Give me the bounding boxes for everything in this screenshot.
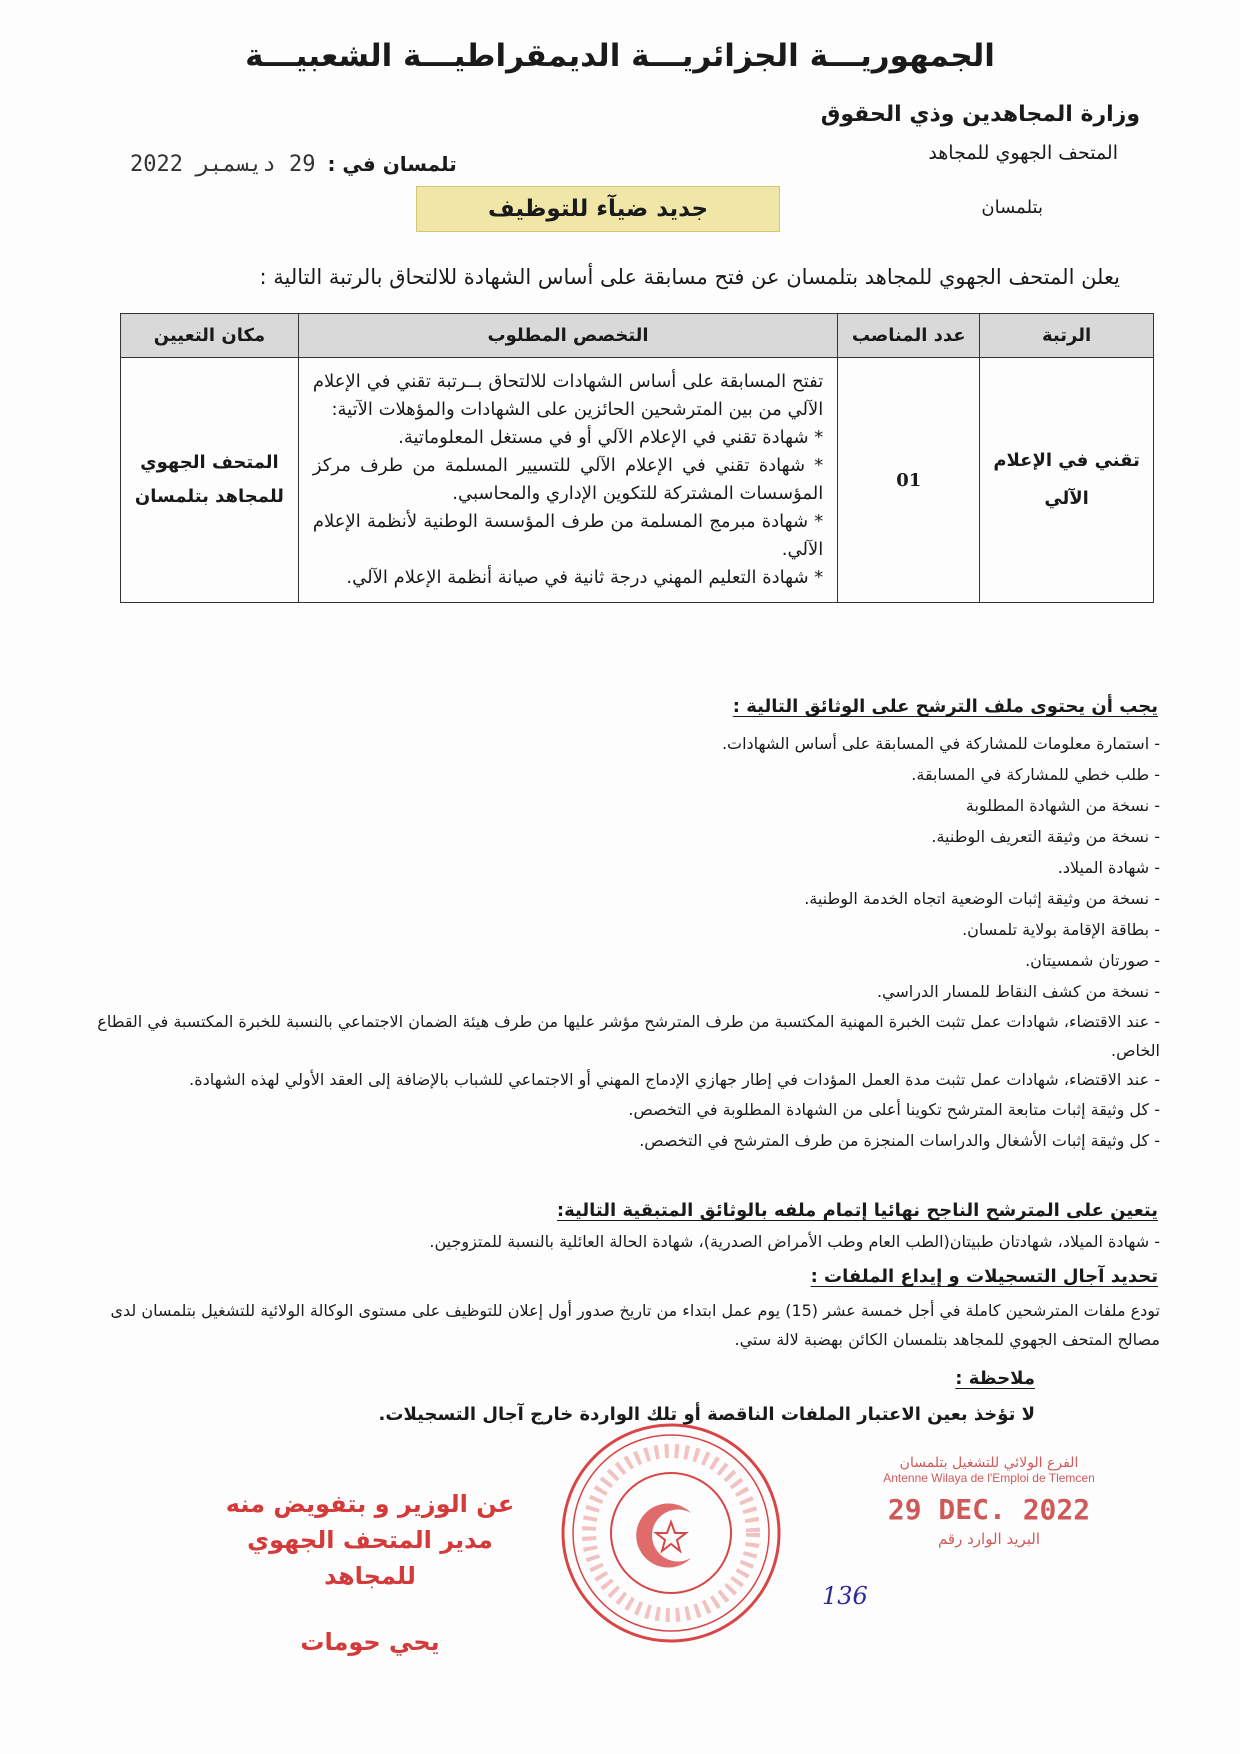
seal-icon [556, 1418, 786, 1648]
list-item: - عند الاقتضاء، شهادات عمل تثبت الخبرة المهنية المكتسبة من طرف المترشح مؤشر عليها من طرف هيئة الضمان الاجتماعي بالنسبة للخبرة المكتسبة في القطاع الخاص. [97, 1012, 1160, 1060]
date-value: 29 ديسمبر 2022 [130, 152, 316, 177]
specialty-item: * شهادة تقني في الإعلام الآلي للتسيير المسلمة من طرف مركز المؤسسات المشتركة للتكوين الإداري والمحاسبي. [312, 455, 824, 504]
specialty-item: * شهادة مبرمج المسلمة من طرف المؤسسة الوطنية لأنظمة الإعلام الآلي. [312, 511, 824, 560]
note-text: لا تؤخذ بعين الاعتبار الملفات الناقصة أو تلك الواردة خارج آجال التسجيلات. [378, 1404, 1035, 1425]
stamp-line-1: الفرع الولائي للتشغيل بتلمسان [899, 1455, 1079, 1471]
signature-line-2: مدير المتحف الجهوي للمجاهد [247, 1526, 493, 1590]
official-seal [556, 1418, 786, 1652]
additional-docs-text: - شهادة الميلاد، شهادتان طبيتان(الطب العام وطب الأمراض الصدرية)، شهادة الحالة العائلية بالنسبة للمتزوجين. [429, 1232, 1160, 1251]
positions-table [120, 313, 1154, 603]
additional-docs-heading: يتعين على المترشح الناجح نهائيا إتمام ملفه بالوثائق المتبقية التالية: [556, 1200, 1158, 1221]
cell-place: المتحف الجهوي للمجاهد بتلمسان [121, 358, 299, 603]
stamp-date: 29 DEC. 2022 [887, 1493, 1091, 1526]
note-heading: ملاحظة : [955, 1368, 1035, 1389]
date-line [130, 152, 457, 177]
specialty-intro: تفتح المسابقة على أساس الشهادات للالتحاق بــرتبة تقني في الإعلام الآلي من بين المترشحين الحائزين على الشهادات والمؤهلات الآتية: [312, 371, 824, 420]
list-item: - نسخة من كشف النقاط للمسار الدراسي. [876, 982, 1160, 1001]
cell-specialty [298, 358, 837, 603]
stamp-line-2: Antenne Wilaya de l'Emploi de Tlemcen [883, 1471, 1095, 1485]
header-specialty: التخصص المطلوب [298, 314, 837, 358]
list-item: - نسخة من وثيقة التعريف الوطنية. [931, 827, 1160, 846]
handwritten-number: 136 [822, 1582, 868, 1610]
documents-list [70, 728, 1160, 1156]
deadline-text: تودع ملفات المترشحين كاملة في أجل خمسة عشر (15) يوم عمل ابتداء من تاريخ صدور أول إعلان للتوظيف على مستوى الوكالة الولائية للتشغيل بتلمسان لدى مصالح المتحف الجهوي للمجاهد بتلمسان الكائن بهضبة لالة ستي. [110, 1301, 1160, 1349]
signatory-name: يحي حومات [300, 1628, 440, 1656]
republic-title: الجمهوريـــة الجزائريـــة الديمقراطيـــة الشعبيـــة [245, 38, 995, 74]
list-item: - شهادة الميلاد. [1057, 858, 1160, 877]
signature-block [200, 1486, 540, 1660]
received-stamp [858, 1455, 1120, 1548]
specialty-item: * شهادة تقني في الإعلام الآلي أو في مستغل المعلوماتية. [398, 427, 824, 448]
list-item: - استمارة معلومات للمشاركة في المسابقة على أساس الشهادات. [721, 734, 1160, 753]
banner-label: جديد ضيآء للتوظيف [416, 186, 780, 232]
list-item: - صورتان شمسيتان. [1025, 951, 1160, 970]
list-item: - نسخة من وثيقة إثبات الوضعية اتجاه الخدمة الوطنية. [804, 889, 1160, 908]
cell-rank: تقني في الإعلام الآلي [980, 358, 1154, 603]
list-item: - بطاقة الإقامة بولاية تلمسان. [962, 920, 1160, 939]
ministry-name: وزارة المجاهدين وذي الحقوق [820, 102, 1140, 127]
specialty-item: * شهادة التعليم المهني درجة ثانية في صيانة أنظمة الإعلام الآلي. [346, 567, 824, 588]
date-label: تلمسان في : [327, 152, 457, 176]
documents-heading: يجب أن يحتوى ملف الترشح على الوثائق التالية : [732, 696, 1158, 717]
museum-name: المتحف الجهوي للمجاهد [928, 142, 1118, 164]
list-item: - كل وثيقة إثبات متابعة المترشح تكوينا أعلى من الشهادة المطلوبة في التخصص. [628, 1100, 1160, 1119]
cell-count: 01 [838, 358, 980, 603]
list-item: - نسخة من الشهادة المطلوبة [965, 796, 1160, 815]
table-row [121, 358, 1154, 603]
header-place: مكان التعيين [121, 314, 299, 358]
table-header-row [121, 314, 1154, 358]
stamp-line-3: البريد الوارد رقم [937, 1530, 1041, 1548]
list-item: - طلب خطي للمشاركة في المسابقة. [911, 765, 1160, 784]
header-rank: الرتبة [980, 314, 1154, 358]
header-count: عدد المناصب [838, 314, 980, 358]
list-item: - عند الاقتضاء، شهادات عمل تثبت مدة العمل المؤدات في إطار جهازي الإدماج المهني أو الاجتماعي للشباب بالإضافة إلى العقد الأولي لهذه الشهادة. [189, 1070, 1160, 1089]
intro-paragraph: يعلن المتحف الجهوي للمجاهد بتلمسان عن فتح مسابقة على أساس الشهادة للالتحاق بالرتبة التالية : [259, 265, 1120, 289]
list-item: - كل وثيقة إثبات الأشغال والدراسات المنجزة من طرف المترشح في التخصص. [639, 1131, 1160, 1150]
city-name: بتلمسان [981, 197, 1043, 218]
signature-line-1: عن الوزير و بتفويض منه [225, 1490, 515, 1518]
deadline-heading: تحديد آجال التسجيلات و إيداع الملفات : [810, 1266, 1158, 1287]
